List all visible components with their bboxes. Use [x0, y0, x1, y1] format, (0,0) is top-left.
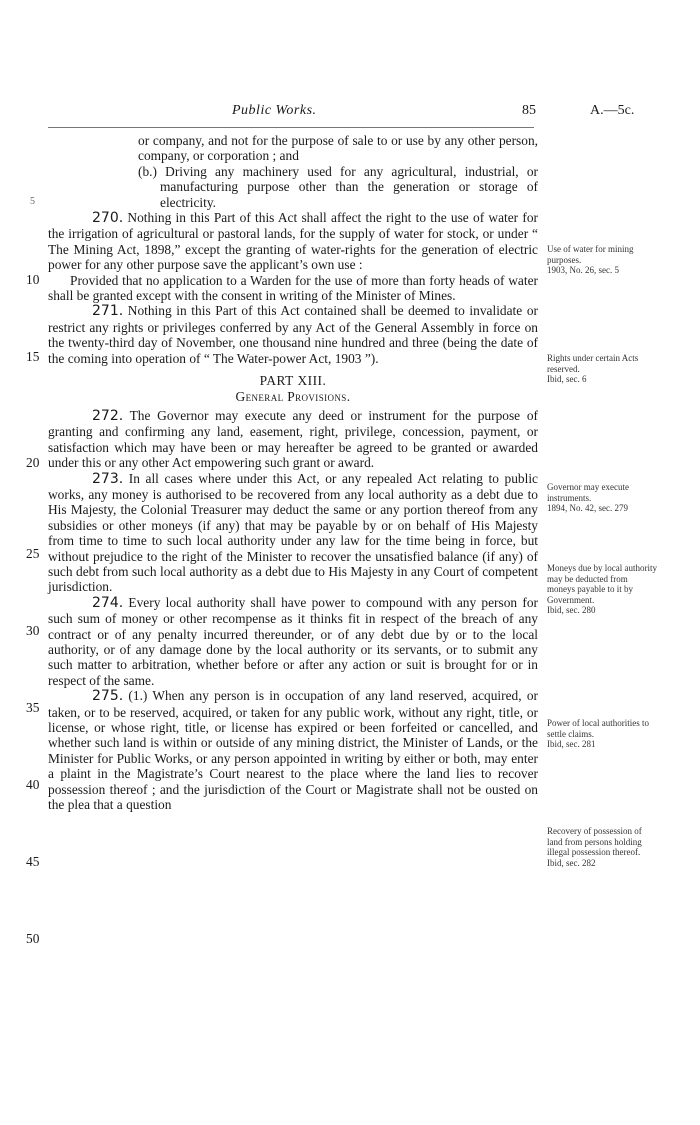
section-number: 274. [92, 594, 124, 611]
header-rule [48, 127, 534, 128]
body-text [48, 133, 538, 812]
margin-note-273 [547, 563, 657, 616]
margin-note-reference: Ibid, sec. 6 [547, 374, 587, 385]
section-number: 271. [92, 303, 124, 320]
margin-note-reference: Ibid, sec. 281 [547, 739, 596, 750]
line-number-10: 10 [26, 272, 40, 287]
section-text: Every local authority shall have power to compound with any person for such sum of money or other recompense as it thinks fit in respect of the breach of any contract or of any penalty incurred thereunder, or of any debt due by or to the local authority, or of any damage done by the local authority or its servants, or to submit any such matter to arbitration, whether before or after any action or suit is brought for or in respect of the same. [48, 594, 538, 688]
margin-note-reference: Ibid, sec. 280 [547, 605, 596, 616]
margin-note-text: Moneys due by local authority may be deducted from moneys payable to it by Government. [547, 563, 657, 605]
running-title: Public Works. [232, 103, 317, 118]
line-number-20: 20 [26, 455, 40, 470]
section-text: Nothing in this Part of this Act shall affect the right to the use of water for the irrigation of agricultural or pastoral lands, for the supply of water for stock, or under “ The Mining Act, 1898,” except the granting of water-rights for the generation of electric power for any other purpose save the applicant’s own use : [48, 210, 538, 273]
part-heading: PART XIII. [259, 373, 327, 389]
section-270-proviso: Provided that no application to a Warden for the use of more than forty heads of water shall be granted except with the consent in writing of the Minister of Mines. [48, 272, 538, 304]
section-270 [48, 210, 538, 273]
margin-note-text: Rights under certain Acts reserved. [547, 353, 639, 374]
section-text: In all cases where under this Act, or any repealed Act relating to public works, any money is authorised to be recovered from any local authority as a debt due to His Majesty, the Colonial Treasurer may deduct the same or any portion thereof from any subsidies or other moneys (if any) that may be payable by or on behalf of His Majesty from time to time to such local authority under any law for the time being in force, but without prejudice to the right of the Minister to recover the unsatisfied balance (if any) of such debt from such local authority as a debt due to His Majesty in any Court of competent jurisdiction. [48, 470, 538, 595]
margin-note-275 [547, 826, 657, 868]
page-number: 85 [522, 103, 536, 118]
margin-note-271 [547, 353, 657, 385]
section-number: 272. [92, 407, 124, 424]
line-number-35: 35 [26, 700, 40, 715]
section-number: 270. [92, 210, 124, 227]
margin-note-reference: 1903, No. 26, sec. 5 [547, 265, 619, 276]
line-number-5: 5 [30, 196, 35, 207]
part-subheading: General Provisions. [235, 388, 351, 404]
margin-note-text: Use of water for mining purposes. [547, 244, 634, 265]
margin-note-text: Recovery of possession of land from persons holding illegal possession thereof. [547, 826, 642, 858]
section-271 [48, 303, 538, 366]
section-text: The Governor may execute any deed or instrument for the purpose of granting and confirming any land, easement, right, privilege, concession, payment, or satisfaction which may have been or may hereafter be agreed to be granted or awarded under this or any other Act empowering such grant or award. [48, 407, 538, 471]
line-number-30: 30 [26, 623, 40, 638]
margin-note-272 [547, 482, 657, 514]
line-number-25: 25 [26, 546, 40, 561]
margin-note-274 [547, 718, 657, 750]
margin-note-reference: 1894, No. 42, sec. 279 [547, 503, 628, 514]
line-number-45: 45 [26, 854, 40, 869]
line-number-40: 40 [26, 777, 40, 792]
section-number: 273. [92, 470, 124, 487]
margin-note-reference: Ibid, sec. 282 [547, 857, 596, 868]
margin-note-270 [547, 244, 657, 276]
document-reference: A.—5c. [590, 103, 635, 118]
line-number-15: 15 [26, 349, 40, 364]
item-b: (b.) Driving any machinery used for any agricultural, industrial, or manufacturing purpose other than the generation or storage of electricity. [138, 163, 538, 210]
margin-note-text: Power of local authorities to settle claims. [547, 718, 649, 739]
page-header [0, 103, 700, 121]
section-text: (1.) When any person is in occupation of any land reserved, acquired, or taken, or to be reserved, acquired, or taken for any public work, without any right, title, or license, or whose right, title, or license has expired or been forfeited or cancelled, and whether such land is within or outside of any mining district, the Minister of Lands, or the Minister for Public Works, or any person appointed in writing by either or both, may enter a plaint in the Magistrate’s Court nearest to the place where the land lies to recover possession thereof ; and the jurisdiction of the Court or Magistrate shall not be ousted on the plea that a question [48, 688, 538, 813]
section-274 [48, 595, 538, 688]
continuation-paragraph: or company, and not for the purpose of sale to or use by any other person, company, or corporation ; and [138, 133, 538, 164]
section-text: Nothing in this Part of this Act contained shall be deemed to invalidate or restrict any rights or privileges conferred by any Act of the General Assembly in force on the twenty-third day of November, one thousand nine hundred and three (being the date of the coming into operation of “ The Water-power Act, 1903 ”). [48, 303, 538, 366]
margin-note-text: Governor may execute instruments. [547, 482, 629, 503]
line-number-50: 50 [26, 931, 40, 946]
section-273 [48, 471, 538, 595]
section-number: 275. [92, 688, 124, 705]
section-275 [48, 688, 538, 812]
section-272 [48, 408, 538, 471]
